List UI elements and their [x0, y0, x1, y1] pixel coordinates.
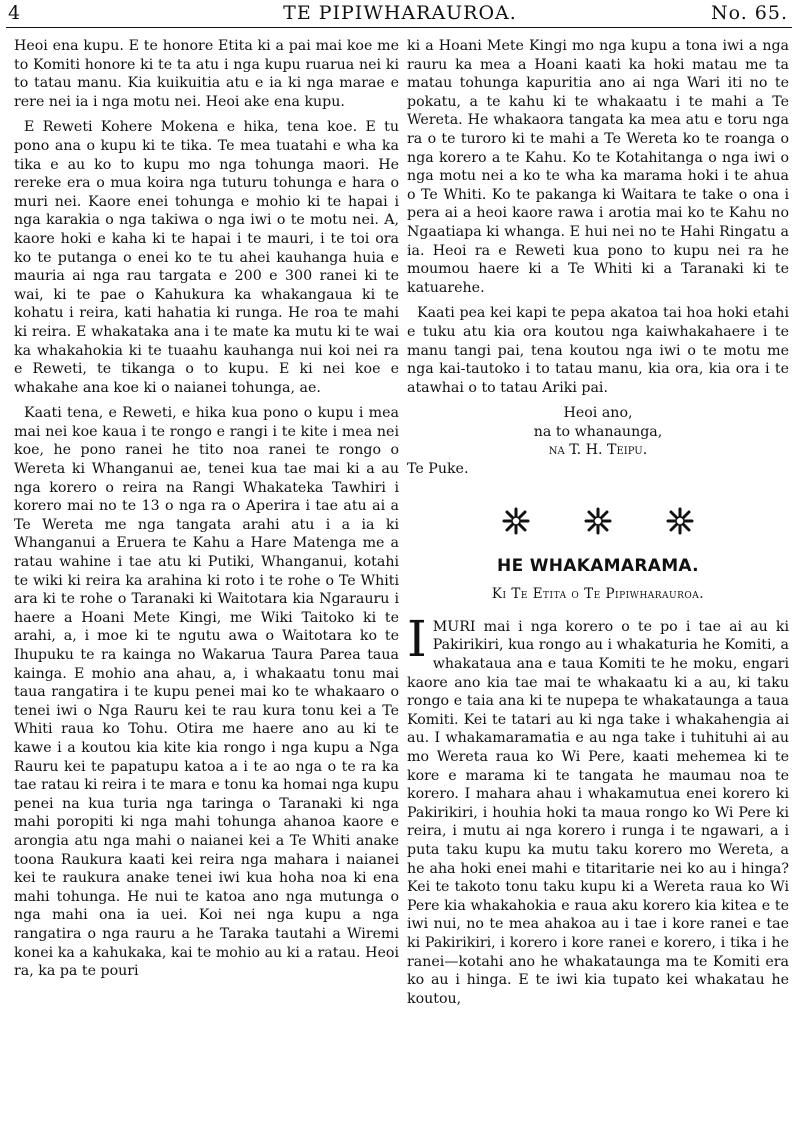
right-column — [407, 37, 789, 1147]
article-subheading: Ki Te Etita o Te Pipiwharauroa. — [491, 586, 705, 603]
article-heading: HE WHAKAMARAMA. — [497, 555, 699, 576]
publication-title: TE PIPIWHARAUROA. — [283, 2, 517, 24]
signature-block — [407, 404, 789, 478]
left-column — [14, 37, 399, 1147]
paragraph: Kaati pea kei kapi te pepa akatoa tai hoa hoki etahi e tuku atu kia ora koutou nga kaiwhakahaere i te manu tangi pai, tena koutou nga iwi o te motu me nga kai-tautoko i to tatau manu, kia ora, kia ora i te atawhai o to tatau Ariki pai. — [407, 305, 789, 396]
masthead — [8, 0, 792, 26]
ornament-divider — [407, 507, 789, 535]
ornament-star-icon — [584, 507, 612, 535]
signature-name: na T. H. Teipu. — [548, 442, 648, 459]
signature-place: Te Puke. — [407, 461, 469, 478]
issue-number: No. 65. — [710, 2, 788, 24]
page-number: 4 — [8, 2, 22, 24]
paragraph: Heoi ena kupu. E te honore Etita ki a pai mai koe me to Komiti honore ki te ta atu i nga kupu ruarua nei ki to tatau manu. Kia kuikuitia atu e ia ki nga marae e rere nei ia i nga motu nei. Heoi ake ena kupu. — [14, 38, 399, 110]
paragraph: E Reweti Kohere Mokena e hika, tena koe. E tu pono ana o kupu ki te tika. Te mea tuatahi e wha ka tika e au ko to kupu mo nga tohunga maori. He rereke era o mua koira nga tuturu tohunga e hara o muri nei. Kaore enei tohunga e mohio ki te hapai i nga karakia o nga takiwa o nga iwi o te motu nei. A, kaore hoki e kaha ki te hapai i te mauri, i te toi ora ko te putanga o enei ko te tu ahei kauhanga huia e mauria ai nga rau targata e 200 e 300 ranei ki te wai, ki te pae o Kahukura ka whakangaua ki te kohatu i reira, kati hahatia ki runga. He roa te mahi ki reira. E whakataka ana i te mate ka mutu ki te wai ka whakahokia ki te tuaahu kauhanga nui koi nei ra e Reweti, te tikanga o to kupu. E ki nei koe e whakahe ana koe ki o naianei tohunga, ae. — [14, 119, 399, 396]
ornament-star-icon — [666, 507, 694, 535]
signature-relation: na to whanaunga, — [533, 423, 663, 440]
header-rule — [6, 27, 792, 28]
paragraph: ki a Hoani Mete Kingi mo nga kupu a tona iwi a nga rauru ka mea a Hoani kaati ka hoki matau me ta matau tohunga kapuritia ano ai nga Wari iti no te pokatu, a te kahu ki te whakaatu i te mahi a Te Wereta. He whakaora tangata ka mea atu e toru nga ra o te turoro ki te mahi a Te Wereta ko te roanga o nga korero a te Kahu. Ko te Kotahitanga o nga iwi o nga motu nei a ko te wha ka marama hoki i te ahua o Te Whiti. Ko te pakanga ki Waitara te take o ona i pera ai a heoi kaore rawa i arotia mai ko te Kahu no Ngaatiapa ki whanga. E hui nei no te Hahi Ringatu a ia. Heoi ra e Reweti kua pono to kupu nei ra he moumou haere ki a Te Whiti ki a Taranaki ki te katuarehe. — [407, 38, 789, 296]
article-paragraph — [407, 609, 789, 1008]
signature-closing: Heoi ano, — [563, 405, 633, 422]
article-body-text: MURI mai i nga korero o te po i tae ai au ki Pakirikiri, kua rongo au i whakaturia he Komiti, a whakataua ana e taua Komiti te he moku, engari kaore ano kia tae mai te whakaatu ki a au, ki taku rongo e taia ana ki te nupepa te whakataunga a taua Komiti. Kei te tatari au ki nga take i whakahengia ai au. I whakamaramatia e au nga take i tuhituhi ai au mo Wereta raua ko Wi Pere, kaati mehemea ki te kore e marama ki te tangata he maumau noa te korero. I mahara ahau i whakamutua enei korero ki Pakirikiri, i houhia hoki ta maua rongo ko Wi Pere ki reira, i mutu ai nga korero i runga i te ngawari, a i puta taku kupu ka mutu taku korero mo Wereta, a he aha hoki enei mahi e titaritarie nei ko au i hinga? Kei te takoto tonu taku kupu ki a Wereta raua ko Wi Pere kia whakahokia e raua aku korero kia kitea e te iwi nui, no te mea ahakoa au i tae i kore ranei e tae ki Pakirikiri, i korero i kore ranei e korero, i tika i he ranei—kotahi ano he whakataunga ma te Komiti era ko au i hinga. E te iwi kia tupato kei whakatau he koutou, — [407, 618, 789, 1007]
paragraph: Kaati tena, e Reweti, e hika kua pono o kupu i mea mai nei koe kaua i te rongo e rangi i te kite i mea nei koe, he pono ranei he tito noa ranei te rongo o Wereta ki Whanganui ae, tenei kua tae mai ki a au nga korero o reira na Rangi Whakateka Tawhiri i korero mai no te 13 o nga ra o Aperira i tae atu ai a Te Wereta me nga tangata arahi atu i a ia ki Whanganui a Eruera te Kahu a Hare Matenga me a ratau wahine i tae atu ki Putiki, Whanganui, kotahi te wiki ki reira ka arahina ki roto i te rohe o Te Whiti ara ki te rohe o Taranaki ki Waitotara kia Ngarauru i haere a Hoani Mete Kingi, me Wiki Taitoko ki te arahi, a, i moe ki te ngutu awa o Waitotara ko te Ihupuku te ra kainga no Wakarua Taura Parea taua kainga. E mohio ana ahau, a, i whakaatu tonu mai taua rangatira i te kupu penei mai ko te whakaaro o tenei iwi o Nga Rauru kei te rau kura tonu kei a Te Whiti raua ko Tohu. Otira me haere ano au ki te kawe i a koutou kia kite kia rongo i nga kupu a Nga Rauru kei te papatupu katoa a i te ao nga o te ra ka tae ratau ki reira i te mara e tonu ka homai nga kupu penei na kua turia nga taringa o Taranaki ki nga mahi poropiti ki nga mahi tohunga ahanoa kaore e arongia atu nga mahi o naianei kei a Te Whiti anake toona Raukura kaati kei reira nga mahara i naianei kei te raukura anake tenei iwi kua hoha noa ki ena mahi tohunga. He nui te katoa ano nga mutunga o nga mahi ona ia uei. Koi nei nga kupu a nga rangatira o nga rauru a he Taraka tautahi a Wiremi konei ka a kahukaka, kai te mohio au ki a ratau. Heoi ra, ka pa te pouri — [14, 405, 399, 980]
drop-cap: I — [407, 609, 427, 668]
ornament-star-icon — [502, 507, 530, 535]
